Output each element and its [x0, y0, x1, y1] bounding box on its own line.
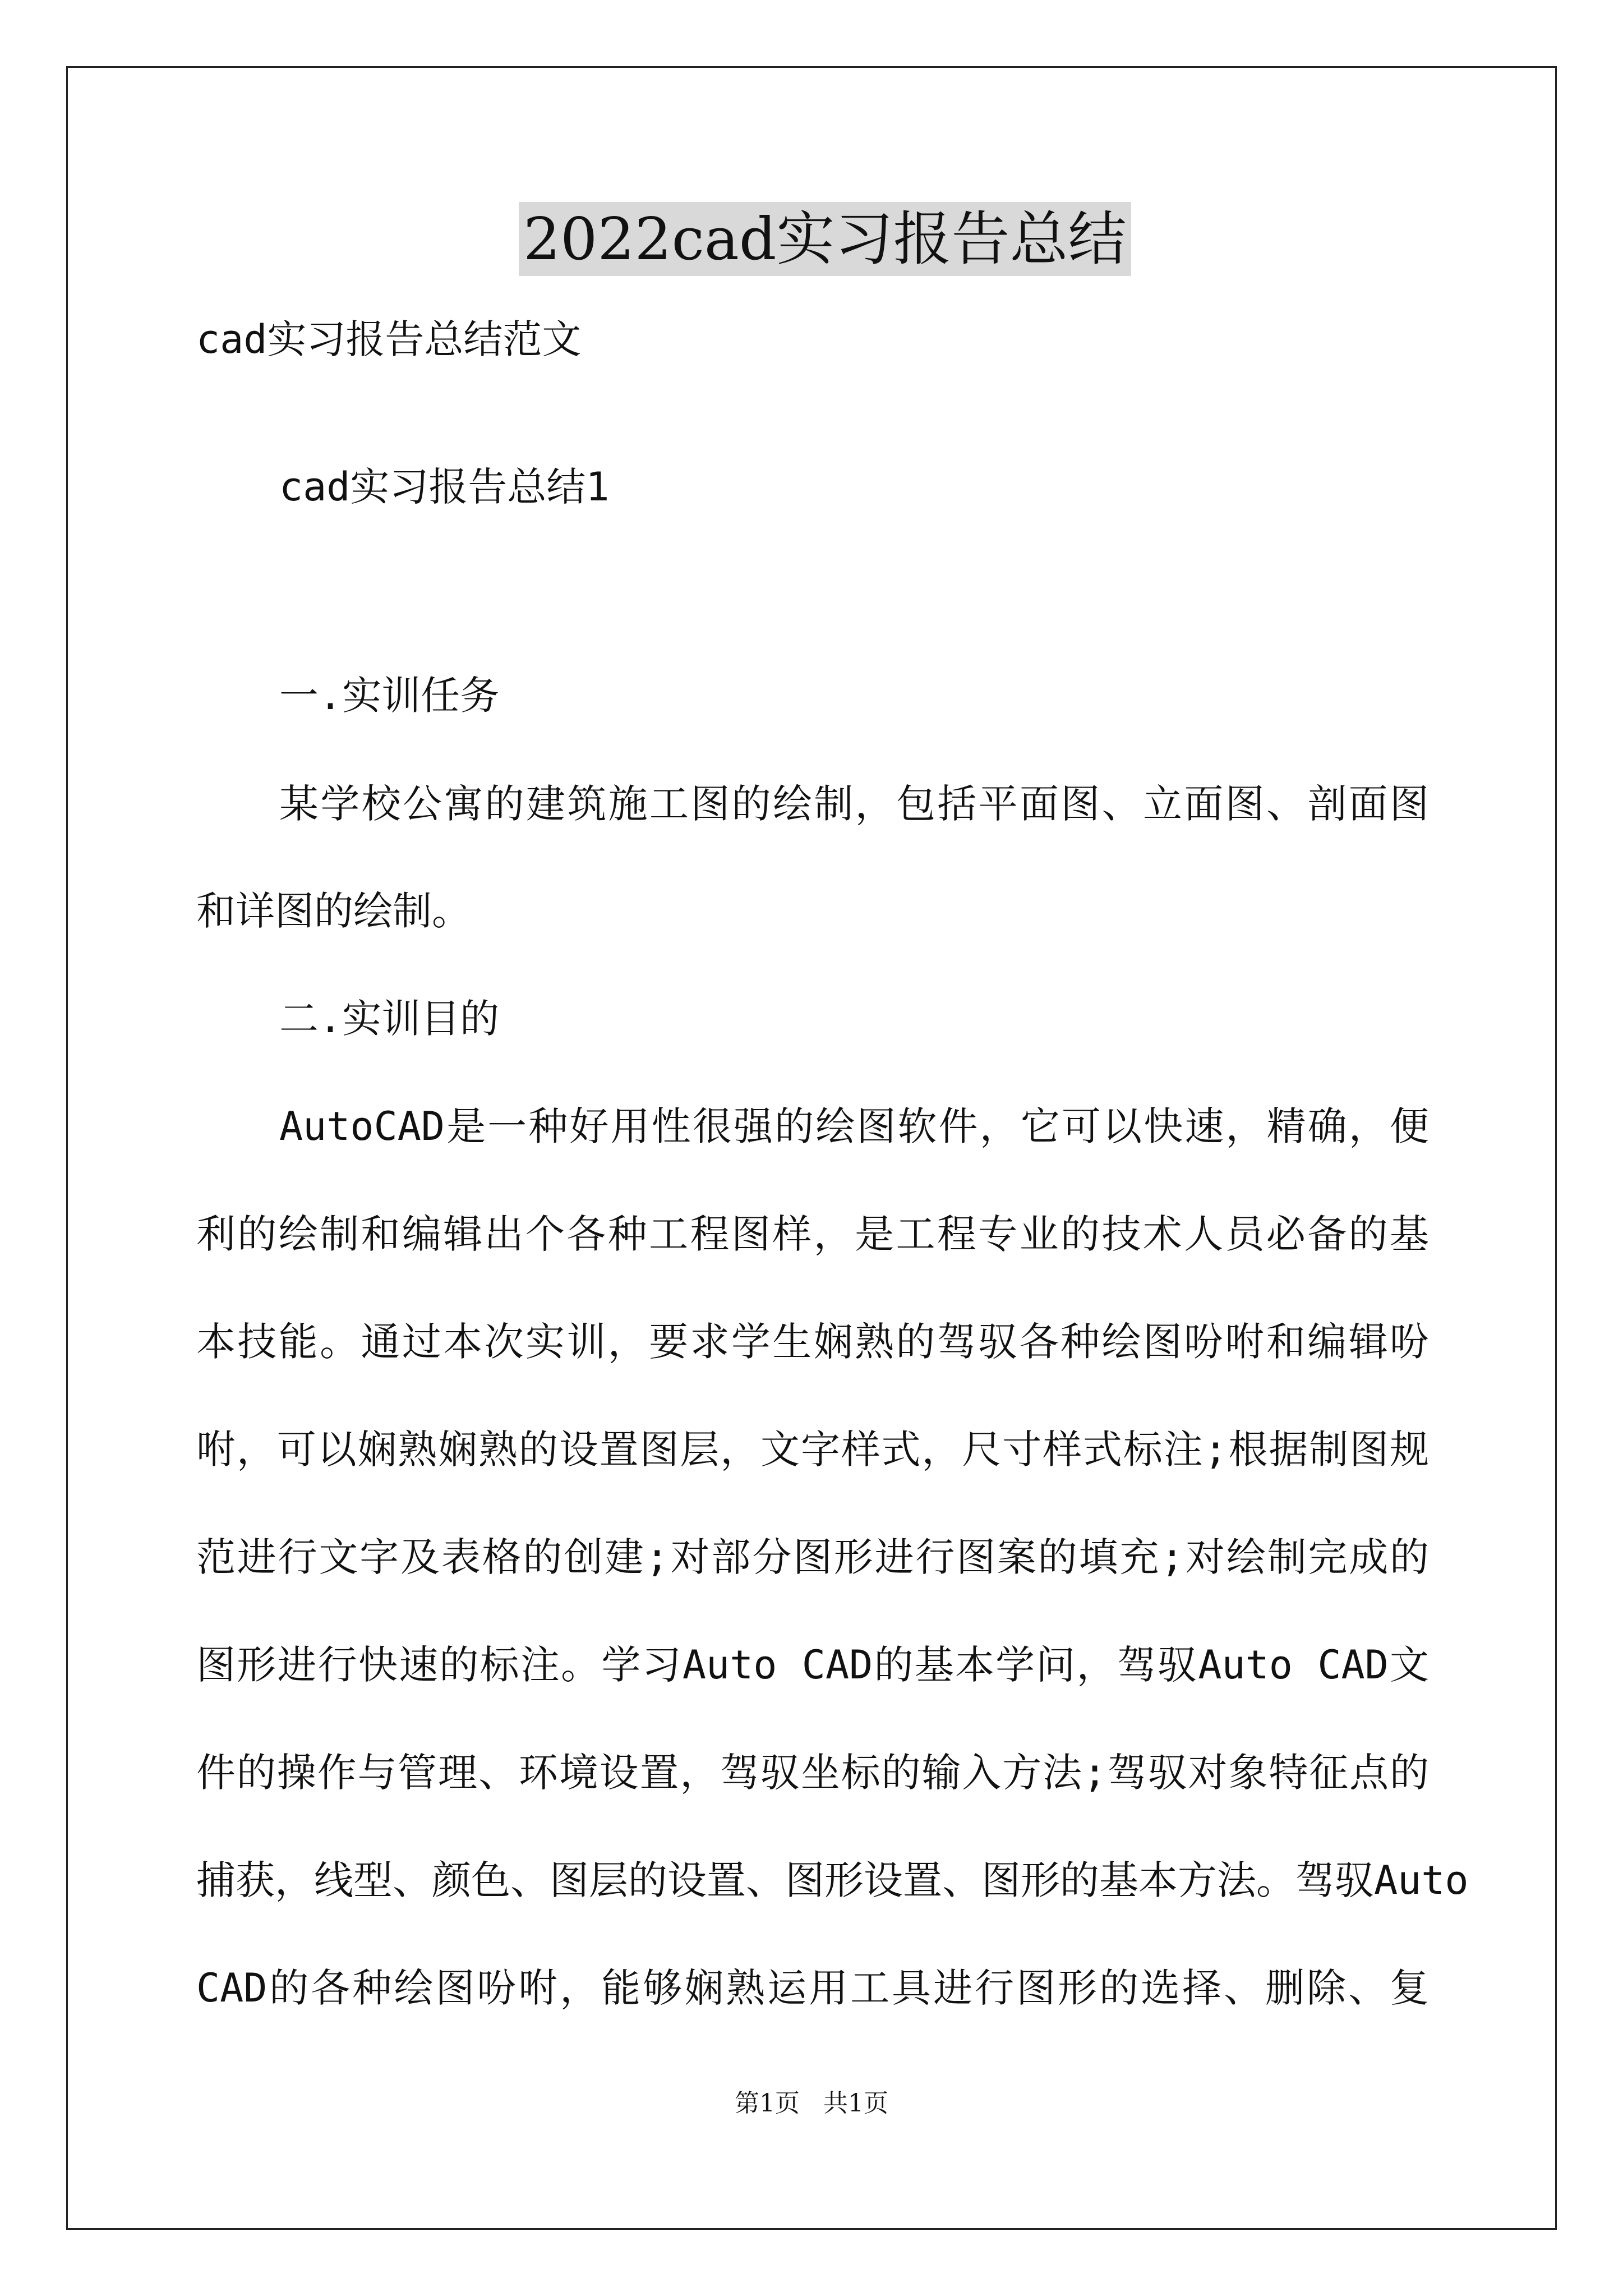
- section-heading: cad实习报告总结1: [279, 464, 610, 510]
- paragraph-line: 捕获，线型、颜色、图层的设置、图形设置、图形的基本方法。驾驭Auto: [196, 1857, 1469, 1903]
- paragraph-line: 咐，可以娴熟娴熟的设置图层，文字样式，尺寸样式标注;根据制图规: [196, 1427, 1429, 1473]
- paragraph-line: 本技能。通过本次实训，要求学生娴熟的驾驭各种绘图吩咐和编辑吩: [196, 1319, 1429, 1365]
- document-title: 2022cad实习报告总结: [519, 202, 1131, 276]
- paragraph-line: 和详图的绘制。: [196, 888, 471, 934]
- heading-task: 一.实训任务: [279, 673, 500, 719]
- paragraph-line: 某学校公寓的建筑施工图的绘制，包括平面图、立面图、剖面图: [279, 781, 1429, 827]
- paragraph-line: CAD的各种绘图吩咐，能够娴熟运用工具进行图形的选择、删除、复: [196, 1965, 1429, 2011]
- page-number-footer: 第1页 共1页: [735, 2089, 888, 2118]
- paragraph-line: 利的绘制和编辑出个各种工程图样，是工程专业的技术人员必备的基: [196, 1211, 1429, 1257]
- paragraph-line: AutoCAD是一种好用性很强的绘图软件，它可以快速，精确，便: [279, 1103, 1429, 1149]
- document-subtitle: cad实习报告总结范文: [196, 316, 582, 362]
- paragraph-line: 图形进行快速的标注。学习Auto CAD的基本学问，驾驭Auto CAD文: [196, 1642, 1429, 1688]
- paragraph-line: 件的操作与管理、环境设置，驾驭坐标的输入方法;驾驭对象特征点的: [196, 1750, 1429, 1796]
- heading-purpose: 二.实训目的: [279, 996, 500, 1042]
- paragraph-line: 范进行文字及表格的创建;对部分图形进行图案的填充;对绘制完成的: [196, 1534, 1429, 1580]
